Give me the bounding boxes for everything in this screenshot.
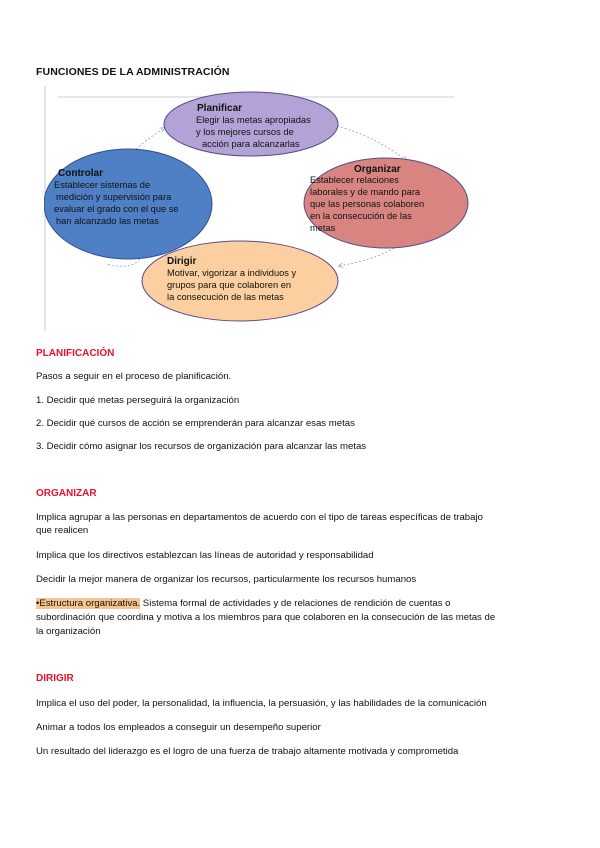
planificar-line-2: y los mejores cursos de: [196, 127, 294, 137]
planificar-line-1: Elegir las metas apropiadas: [196, 115, 311, 125]
planificacion-step-3: 3. Decidir cómo asignar los recursos de organización para alcanzar las metas: [36, 441, 367, 452]
dirigir-line-1: Motivar, vigorizar a individuos y: [167, 268, 297, 278]
planificacion-step-1: 1. Decidir qué metas perseguirá la organización: [36, 395, 240, 406]
organizar-line-1: Establecer relaciones: [310, 175, 399, 185]
organizar-paragraph-1a: Implica agrupar a las personas en departamentos de acuerdo con el tipo de tareas específicas de trabajo: [36, 512, 483, 523]
highlighted-term: •Estructura organizativa.: [36, 598, 141, 609]
organizar-paragraph-4b: subordinación que coordina y motiva a los miembros para que colaboren en la consecución de las metas de: [36, 612, 496, 623]
controlar-line-3: evaluar el grado con el que se: [54, 204, 179, 214]
planificacion-step-2: 2. Decidir qué cursos de acción se emprenderán para alcanzar esas metas: [36, 418, 355, 429]
planificar-line-3: acción para alcanzarlas: [202, 139, 300, 149]
dirigir-line-3: la consecución de las metas: [167, 292, 284, 302]
dirigir-paragraph-3: Un resultado del liderazgo es el logro de una fuerza de trabajo altamente motivada y comprometida: [36, 746, 459, 757]
dirigir-title: Dirigir: [167, 256, 197, 267]
controlar-line-1: Establecer sistemas de: [54, 180, 151, 190]
controlar-line-4: han alcanzado las metas: [56, 216, 159, 226]
planificar-title: Planificar: [197, 103, 243, 114]
arrow-planificar-organizar: [337, 126, 406, 160]
dirigir-paragraph-1: Implica el uso del poder, la personalidad, la influencia, la persuasión, y las habilidades de la comunicación: [36, 698, 487, 709]
organizar-line-4: en la consecución de las: [310, 211, 412, 221]
organizar-paragraph-3: Decidir la mejor manera de organizar los recursos, particularmente los recursos humanos: [36, 574, 417, 585]
organizar-paragraph-1b: que realicen: [36, 525, 89, 536]
administration-cycle-diagram: [44, 86, 474, 331]
section-heading-organizar: ORGANIZAR: [36, 488, 97, 499]
controlar-title: Controlar: [58, 168, 103, 179]
organizar-paragraph-4a: [36, 597, 566, 611]
section-heading-planificacion: PLANIFICACIÓN: [36, 348, 115, 359]
organizar-line-3: que las personas colaboren: [310, 199, 425, 209]
dirigir-line-2: grupos para que colaboren en: [167, 280, 292, 290]
organizar-title: Organizar: [354, 164, 401, 175]
organizar-line-5: metas: [310, 223, 336, 233]
page-title: FUNCIONES DE LA ADMINISTRACIÓN: [36, 66, 230, 78]
dirigir-paragraph-2: Animar a todos los empleados a conseguir un desempeño superior: [36, 722, 321, 733]
planificacion-intro: Pasos a seguir en el proceso de planificación.: [36, 371, 232, 382]
organizar-paragraph-4c: la organización: [36, 626, 101, 637]
organizar-line-2: laborales y de mando para: [310, 187, 421, 197]
organizar-paragraph-2: Implica que los directivos establezcan las líneas de autoridad y responsabilidad: [36, 550, 374, 561]
controlar-line-2: medición y supervisión para: [56, 192, 172, 202]
organizar-paragraph-4a-rest: Sistema formal de actividades y de relaciones de rendición de cuentas o: [140, 598, 451, 609]
section-heading-dirigir: DIRIGIR: [36, 673, 74, 684]
